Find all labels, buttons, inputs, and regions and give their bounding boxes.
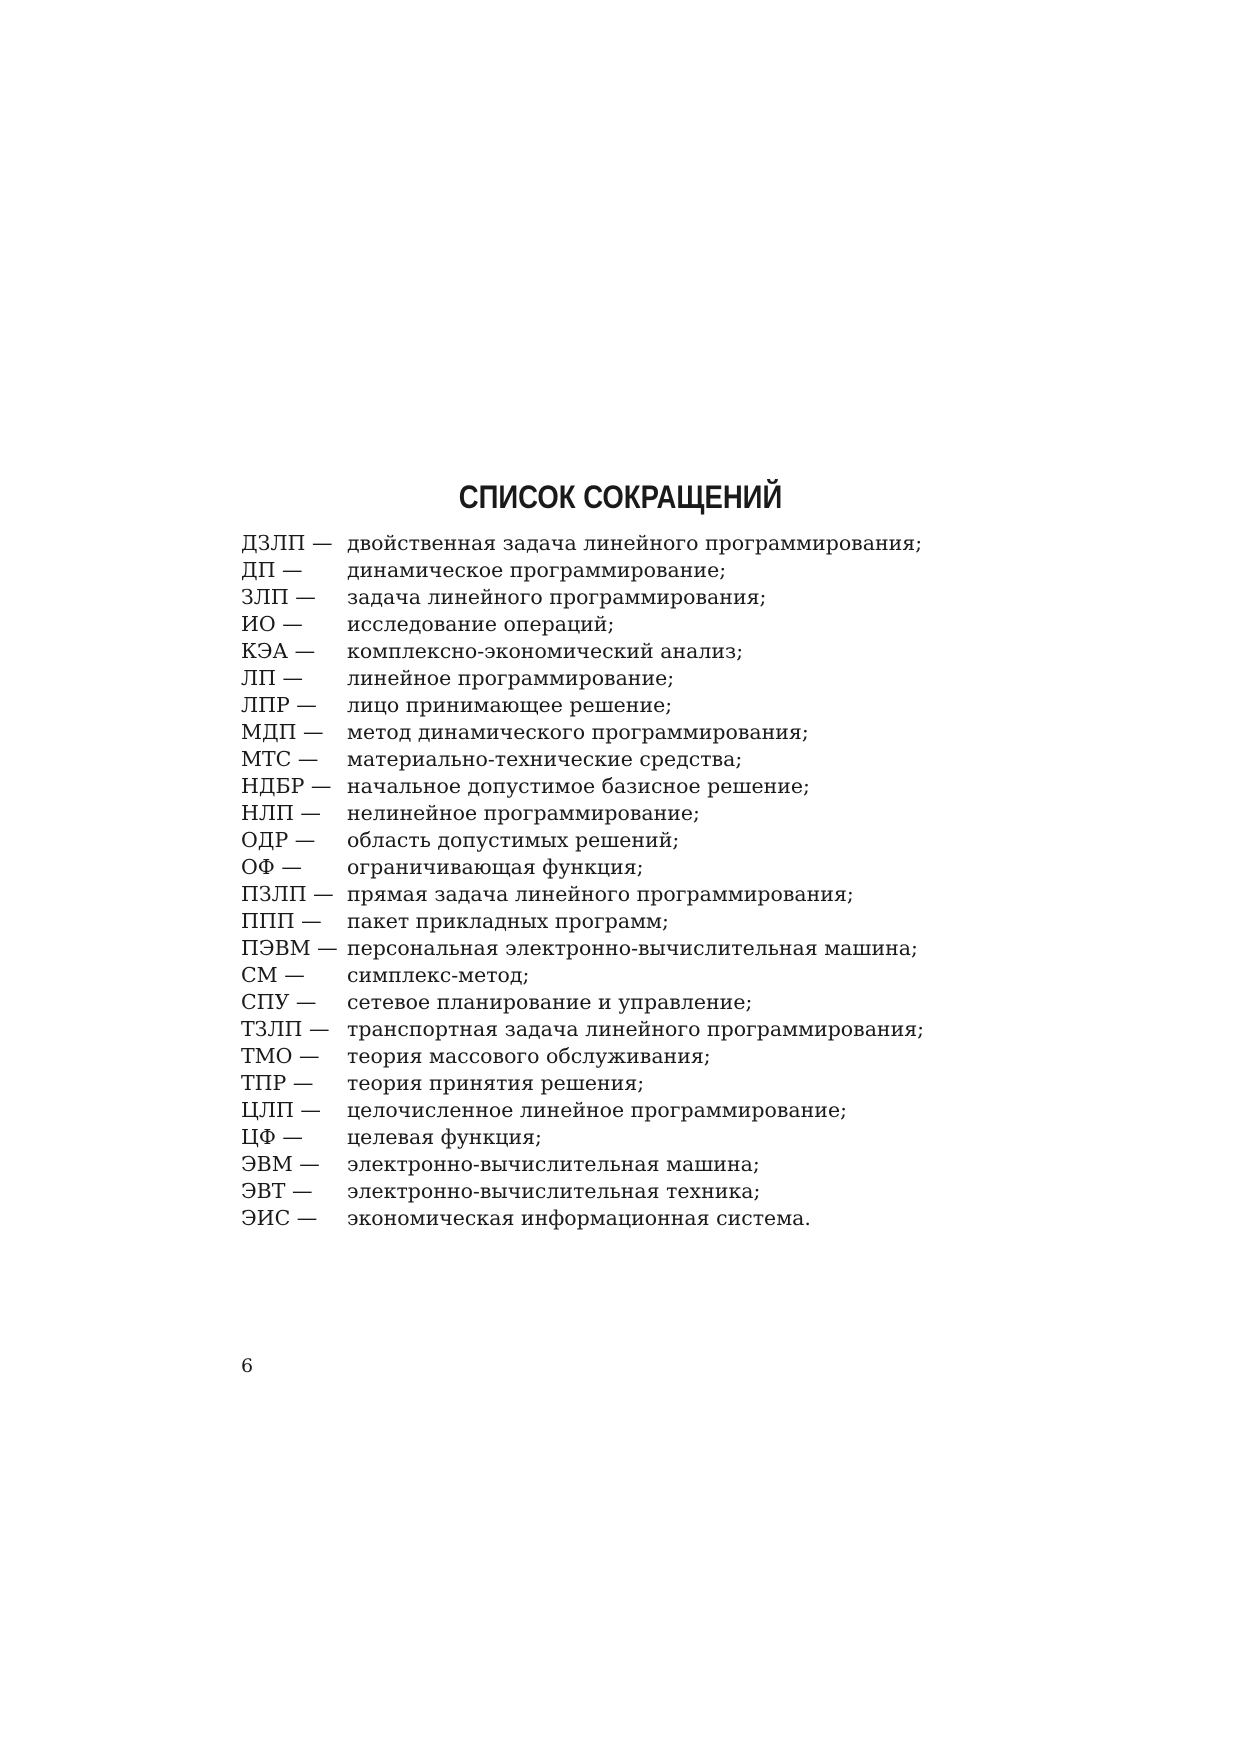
- abbreviation-row: [241, 1178, 1141, 1205]
- abbreviation-definition: материально-технические средства;: [347, 747, 743, 771]
- abbreviation-term: ИО —: [241, 612, 303, 636]
- abbreviation-term: МТС —: [241, 747, 319, 771]
- abbreviation-definition: пакет прикладных программ;: [347, 909, 669, 933]
- abbreviation-term: ЛП —: [241, 666, 304, 690]
- abbreviation-term: ППП —: [241, 909, 322, 933]
- abbreviation-row: [241, 611, 1141, 638]
- abbreviation-definition: линейное программирование;: [347, 666, 675, 690]
- abbreviation-definition: целочисленное линейное программирование;: [347, 1098, 848, 1122]
- abbreviation-definition: нелинейное программирование;: [347, 801, 700, 825]
- abbreviation-row: [241, 989, 1141, 1016]
- abbreviation-term: ПЭВМ —: [241, 936, 338, 960]
- abbreviation-term: ЭВМ —: [241, 1152, 320, 1176]
- abbreviation-definition: область допустимых решений;: [347, 828, 680, 852]
- abbreviation-definition: двойственная задача линейного программирования;: [347, 531, 923, 555]
- abbreviation-term: ОДР —: [241, 828, 316, 852]
- abbreviation-term: ЗЛП —: [241, 585, 316, 609]
- abbreviation-row: [241, 1043, 1141, 1070]
- abbreviation-definition: исследование операций;: [347, 612, 615, 636]
- abbreviation-term: ДП —: [241, 558, 303, 582]
- abbreviation-row: [241, 1016, 1141, 1043]
- abbreviation-definition: целевая функция;: [347, 1125, 542, 1149]
- abbreviation-definition: прямая задача линейного программирования;: [347, 882, 854, 906]
- abbreviation-row: [241, 1070, 1141, 1097]
- abbreviation-list: [241, 530, 1141, 1232]
- abbreviation-definition: теория массового обслуживания;: [347, 1044, 711, 1068]
- abbreviation-term: ТПР —: [241, 1071, 314, 1095]
- abbreviation-row: [241, 719, 1141, 746]
- abbreviation-term: ЭИС —: [241, 1206, 318, 1230]
- abbreviation-term: ДЗЛП —: [241, 531, 333, 555]
- abbreviation-row: [241, 584, 1141, 611]
- abbreviation-term: ЦФ —: [241, 1125, 303, 1149]
- abbreviation-row: [241, 773, 1141, 800]
- abbreviation-term: СПУ —: [241, 990, 317, 1014]
- abbreviation-definition: задача линейного программирования;: [347, 585, 767, 609]
- abbreviation-term: ЭВТ —: [241, 1179, 313, 1203]
- abbreviation-definition: динамическое программирование;: [347, 558, 727, 582]
- abbreviation-term: КЭА —: [241, 639, 316, 663]
- abbreviation-row: [241, 530, 1141, 557]
- abbreviation-row: [241, 1124, 1141, 1151]
- abbreviation-row: [241, 908, 1141, 935]
- abbreviation-term: ОФ —: [241, 855, 302, 879]
- abbreviation-row: [241, 557, 1141, 584]
- abbreviation-term: ТЗЛП —: [241, 1017, 330, 1041]
- abbreviation-definition: симплекс-метод;: [347, 963, 530, 987]
- abbreviation-row: [241, 854, 1141, 881]
- abbreviation-definition: персональная электронно-вычислительная машина;: [347, 936, 918, 960]
- abbreviation-row: [241, 1097, 1141, 1124]
- abbreviation-definition: электронно-вычислительная машина;: [347, 1152, 760, 1176]
- abbreviation-definition: экономическая информационная система.: [347, 1206, 811, 1230]
- abbreviation-definition: начальное допустимое базисное решение;: [347, 774, 810, 798]
- abbreviation-row: [241, 1205, 1141, 1232]
- abbreviation-term: ТМО —: [241, 1044, 320, 1068]
- abbreviation-definition: электронно-вычислительная техника;: [347, 1179, 761, 1203]
- abbreviation-row: [241, 746, 1141, 773]
- abbreviation-term: ЛПР —: [241, 693, 317, 717]
- abbreviation-row: [241, 935, 1141, 962]
- abbreviation-row: [241, 881, 1141, 908]
- abbreviation-row: [241, 827, 1141, 854]
- abbreviation-row: [241, 692, 1141, 719]
- abbreviation-definition: транспортная задача линейного программирования;: [347, 1017, 925, 1041]
- abbreviation-row: [241, 962, 1141, 989]
- abbreviation-row: [241, 665, 1141, 692]
- abbreviation-term: НДБР —: [241, 774, 332, 798]
- abbreviation-definition: лицо принимающее решение;: [347, 693, 673, 717]
- page-title: СПИСОК СОКРАЩЕНИЙ: [458, 479, 783, 516]
- abbreviation-term: МДП —: [241, 720, 324, 744]
- abbreviation-row: [241, 800, 1141, 827]
- abbreviation-term: ПЗЛП —: [241, 882, 334, 906]
- abbreviation-term: ЦЛП —: [241, 1098, 321, 1122]
- abbreviation-term: НЛП —: [241, 801, 321, 825]
- abbreviation-definition: сетевое планирование и управление;: [347, 990, 753, 1014]
- page-number: 6: [241, 1355, 254, 1377]
- abbreviation-row: [241, 638, 1141, 665]
- abbreviation-definition: теория принятия решения;: [347, 1071, 645, 1095]
- abbreviation-row: [241, 1151, 1141, 1178]
- abbreviation-definition: ограничивающая функция;: [347, 855, 644, 879]
- abbreviation-definition: комплексно-экономический анализ;: [347, 639, 744, 663]
- abbreviation-definition: метод динамического программирования;: [347, 720, 809, 744]
- abbreviation-term: СМ —: [241, 963, 305, 987]
